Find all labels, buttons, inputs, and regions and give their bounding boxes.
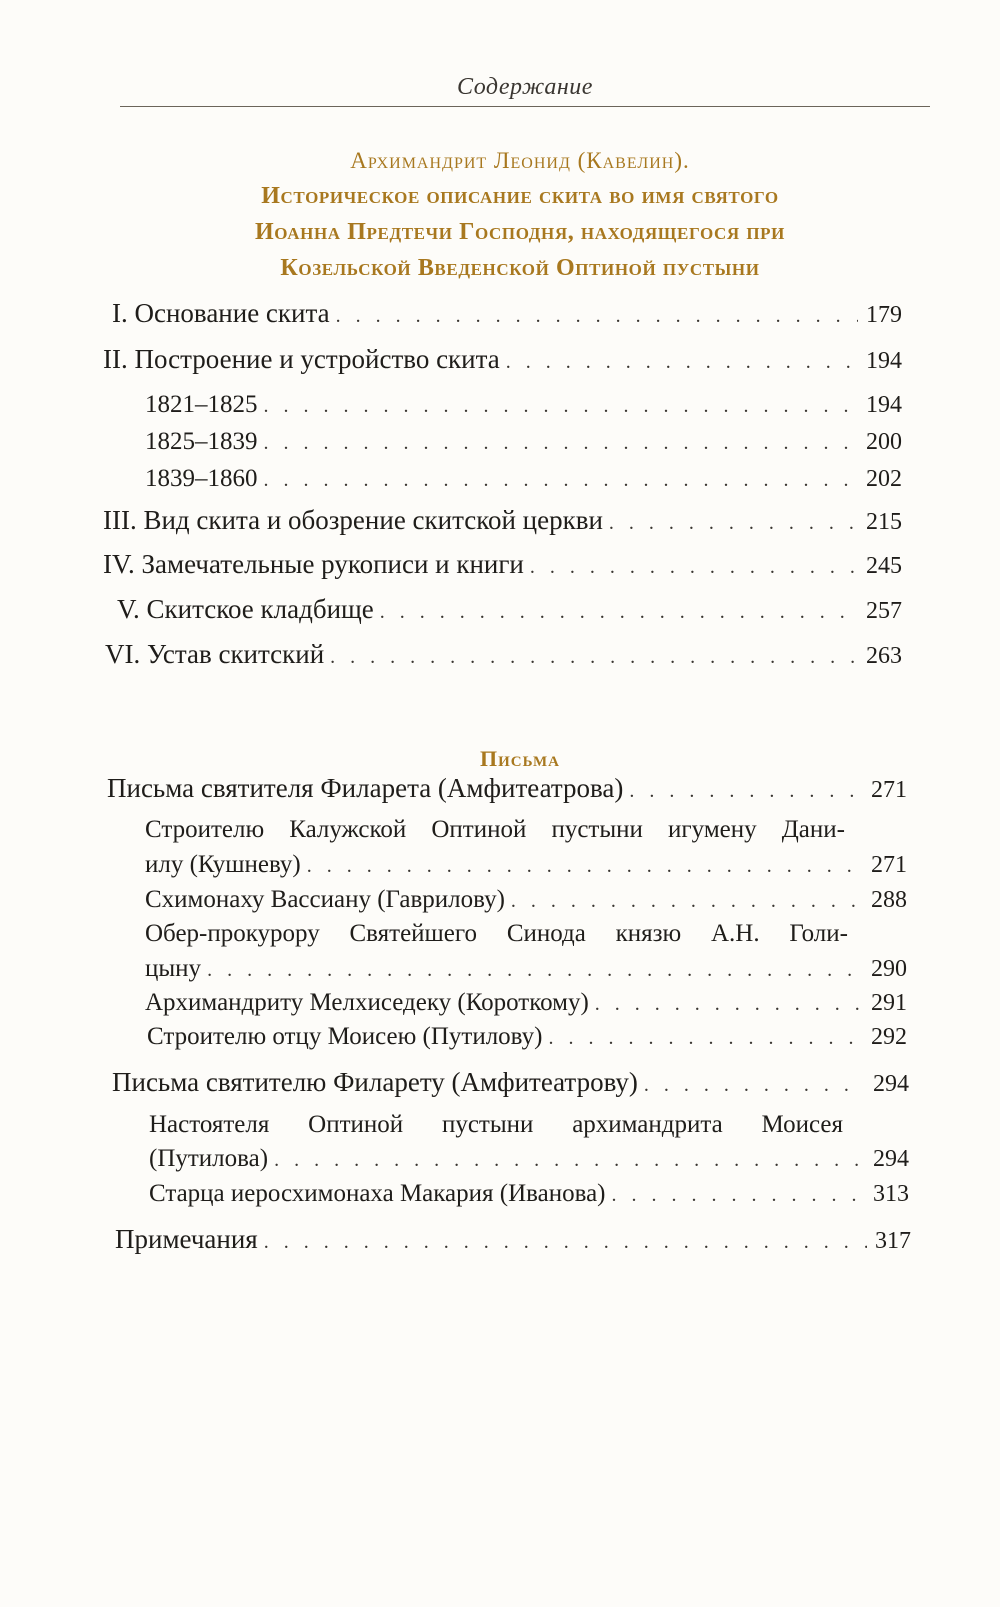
toc-entry-archimandrite-moisei-line1[interactable] [149, 1111, 843, 1139]
toc-entry-label: I. Основание скита [112, 298, 330, 328]
toc-entry-1825-1839[interactable] [145, 428, 902, 456]
toc-page-number: 294 [873, 1146, 909, 1172]
toc-entry-label: Строителю отцу Моисею (Путилову) [147, 1023, 543, 1050]
dot-leader [264, 1231, 867, 1254]
word: князю [615, 920, 682, 947]
toc-entry-label: 1821–1825 [145, 391, 258, 418]
word: Голи- [789, 920, 848, 947]
word: архимандрита [572, 1111, 723, 1138]
toc-entry-label: Схимонаху Вассиану (Гаврилову) [145, 886, 505, 913]
toc-entry-label: II. Построение и устройство скита [103, 344, 500, 374]
dot-leader [530, 556, 858, 579]
toc-page-number: 292 [871, 1024, 907, 1050]
header-rule [120, 106, 930, 107]
toc-page-number: 271 [871, 852, 907, 878]
dot-leader [612, 1184, 866, 1207]
toc-entry-label: Письма святителю Филарету (Амфитеатрову) [112, 1067, 638, 1097]
toc-entry-vassian[interactable] [145, 886, 907, 914]
toc-entry-label: Архимандриту Мелхиседеку (Короткому) [145, 989, 589, 1016]
toc-page-number: 257 [866, 598, 902, 624]
toc-entry-makarii[interactable] [149, 1180, 909, 1208]
dot-leader [644, 1074, 865, 1097]
work-title [130, 178, 910, 286]
toc-page-number: 245 [866, 553, 902, 579]
dot-leader [264, 432, 859, 455]
dot-leader [629, 780, 863, 803]
toc-entry-rule[interactable] [105, 639, 902, 670]
word: Моисея [761, 1111, 843, 1138]
toc-entry-label: илу (Кушневу) [145, 851, 301, 878]
toc-page-number: 263 [866, 643, 902, 669]
dot-leader [609, 512, 858, 535]
toc-entry-label: V. Скитское кладбище [117, 594, 374, 624]
dot-leader [307, 855, 863, 878]
toc-page-number: 179 [866, 302, 902, 328]
toc-entry-label: VI. Устав скитский [105, 639, 325, 669]
dot-leader [506, 351, 858, 374]
toc-page-number: 202 [866, 466, 902, 492]
word: Обер-прокурору [145, 920, 320, 947]
toc-page-number: 215 [866, 509, 902, 535]
toc-entry-archimandrite-moisei[interactable] [149, 1145, 909, 1173]
toc-entry-founding[interactable] [112, 298, 902, 329]
word: Синода [506, 920, 586, 947]
toc-entry-label: Старца иеросхимонаха Макария (Иванова) [149, 1180, 606, 1207]
toc-entry-golitsyn-line1[interactable] [145, 920, 848, 948]
author-line: Архимандрит Леонид (Кавелин). [350, 148, 690, 173]
section-heading-letters: Письма [480, 746, 560, 771]
word: пустыни [551, 816, 643, 843]
dot-leader [548, 1027, 863, 1050]
toc-entry-construction[interactable] [103, 344, 902, 375]
dot-leader [380, 601, 858, 624]
toc-entry-manuscripts[interactable] [103, 549, 902, 580]
toc-entry-letters-of-filaret[interactable] [107, 773, 907, 804]
toc-page-number: 200 [866, 429, 902, 455]
toc-entry-label: 1839–1860 [145, 465, 258, 492]
dot-leader [330, 646, 858, 669]
toc-entry-view-of-skete[interactable] [103, 505, 902, 536]
word: пустыни [441, 1111, 534, 1138]
dot-leader [264, 395, 859, 418]
toc-page-number: 317 [875, 1228, 911, 1254]
toc-entry-letters-to-filaret[interactable] [112, 1067, 909, 1098]
toc-entry-cemetery[interactable] [117, 594, 902, 625]
word: Строителю [145, 816, 265, 843]
toc-entry-label: 1825–1839 [145, 428, 258, 455]
toc-entry-1839-1860[interactable] [145, 465, 902, 493]
toc-entry-kaluga-builder[interactable] [145, 851, 907, 879]
word: Дани- [781, 816, 845, 843]
running-head: Содержание [457, 74, 593, 100]
toc-entry-kaluga-builder-line1[interactable] [145, 816, 845, 844]
toc-entry-notes[interactable] [115, 1224, 911, 1255]
dot-leader [336, 305, 858, 328]
toc-page-number: 194 [866, 348, 902, 374]
title-line-2: Иоанна Предтечи Господня, находящегося при [255, 219, 785, 245]
word: Оптиной [308, 1111, 404, 1138]
title-line-1: Историческое описание скита во имя святого [261, 183, 779, 209]
toc-entry-label: IV. Замечательные рукописи и книги [103, 549, 524, 579]
toc-page-number: 290 [871, 956, 907, 982]
dot-leader [207, 959, 863, 982]
toc-page-number: 294 [873, 1071, 909, 1097]
word: Настоятеля [149, 1111, 270, 1138]
word: Оптиной [431, 816, 527, 843]
toc-page-number: 291 [871, 990, 907, 1016]
toc-entry-golitsyn[interactable] [145, 955, 907, 983]
toc-page-number: 194 [866, 392, 902, 418]
toc-entry-label: цыну [145, 955, 202, 982]
toc-entry-melkhisedek[interactable] [145, 989, 907, 1017]
toc-entry-moisei-putilov[interactable] [147, 1023, 907, 1051]
title-line-3: Козельской Введенской Оптиной пустыни [280, 255, 760, 281]
toc-page-number: 271 [871, 777, 907, 803]
toc-entry-label: Письма святителя Филарета (Амфитеатрова) [107, 773, 624, 803]
dot-leader [595, 993, 863, 1016]
word: игумену [668, 816, 757, 843]
dot-leader [264, 469, 859, 492]
toc-page-number: 288 [871, 887, 907, 913]
dot-leader [274, 1149, 865, 1172]
toc-entry-label: Примечания [115, 1224, 258, 1254]
word: Святейшего [349, 920, 478, 947]
toc-entry-label: (Путилова) [149, 1145, 269, 1172]
toc-entry-1821-1825[interactable] [145, 391, 902, 419]
word: Калужской [289, 816, 407, 843]
word: А.Н. [710, 920, 760, 947]
toc-entry-label: III. Вид скита и обозрение скитской церкви [103, 505, 603, 535]
toc-page-number: 313 [873, 1181, 909, 1207]
dot-leader [511, 890, 863, 913]
